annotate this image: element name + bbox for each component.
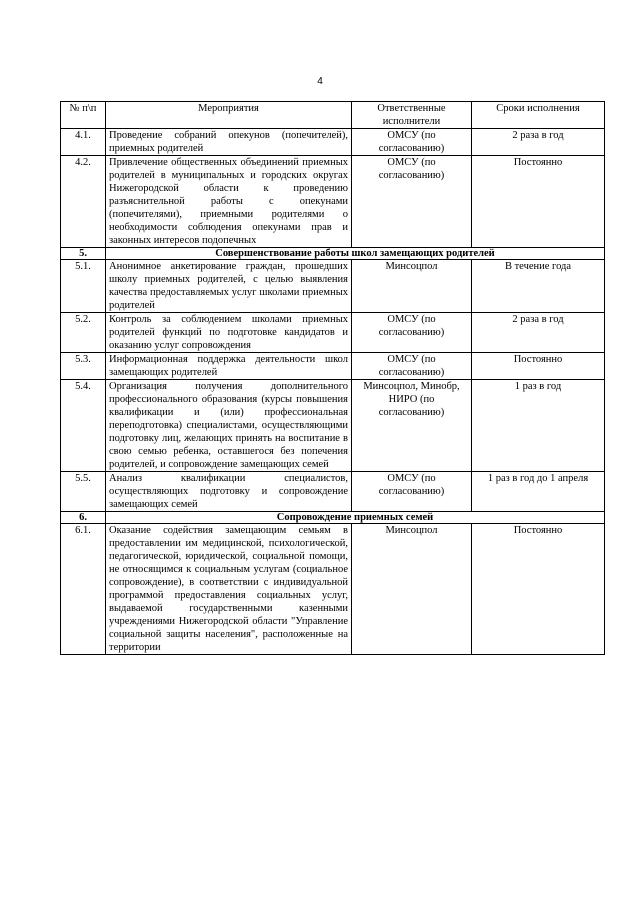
header-deadlines: Сроки исполнения xyxy=(472,102,605,129)
section-number: 6. xyxy=(61,512,106,524)
row-number: 6.1. xyxy=(61,524,106,655)
header-num: № п\п xyxy=(61,102,106,129)
section-title: Сопровождение приемных семей xyxy=(106,512,605,524)
section-row xyxy=(61,512,605,524)
header-responsible: Ответственные исполнители xyxy=(352,102,472,129)
table-row xyxy=(61,129,605,156)
table-row xyxy=(61,524,605,655)
table-row xyxy=(61,380,605,472)
row-term: 2 раза в год xyxy=(472,129,605,156)
row-responsible: ОМСУ (по согласованию) xyxy=(352,472,472,512)
row-responsible: Минсоцпол xyxy=(352,260,472,313)
section-title: Совершенствование работы школ замещающих родителей xyxy=(106,248,605,260)
row-responsible: Минсоцпол xyxy=(352,524,472,655)
row-responsible: ОМСУ (по согласованию) xyxy=(352,353,472,380)
section-number: 5. xyxy=(61,248,106,260)
row-term: Постоянно xyxy=(472,156,605,248)
row-term: 1 раз в год до 1 апреля xyxy=(472,472,605,512)
row-number: 4.2. xyxy=(61,156,106,248)
row-activity: Информационная поддержка деятельности школ замещающих родителей xyxy=(106,353,352,380)
row-term: 1 раз в год xyxy=(472,380,605,472)
row-term: Постоянно xyxy=(472,524,605,655)
row-number: 4.1. xyxy=(61,129,106,156)
row-term: 2 раза в год xyxy=(472,313,605,353)
row-number: 5.3. xyxy=(61,353,106,380)
row-activity: Контроль за соблюдением школами приемных родителей функций по подготовке кандидатов и оказанию услуг сопровождения xyxy=(106,313,352,353)
table-row xyxy=(61,353,605,380)
section-row xyxy=(61,248,605,260)
row-activity: Анализ квалификации специалистов, осуществляющих подготовку и сопровождение замещающих семей xyxy=(106,472,352,512)
row-activity: Анонимное анкетирование граждан, прошедших школу приемных родителей, с целью выявления качества предоставляемых услуг школами приемных родителей xyxy=(106,260,352,313)
table-row xyxy=(61,313,605,353)
row-number: 5.4. xyxy=(61,380,106,472)
row-activity: Оказание содействия замещающим семьям в предоставлении им медицинской, психологической, педагогической, юридической, социальной помощи, не относящимся к социальным услугам (социальное сопровождение), в соответствии с индивидуальной программой предоставления социальных услуг, выдаваемой государственными казенными учреждениями Нижегородской области "Управление социальной защиты населения", расположенные на территории xyxy=(106,524,352,655)
table-header-row xyxy=(61,102,605,129)
row-term: В течение года xyxy=(472,260,605,313)
row-responsible: ОМСУ (по согласованию) xyxy=(352,313,472,353)
row-activity: Привлечение общественных объединений приемных родителей в муниципальных и городских округах Нижегородской области к проведению разъяснительной работы с опекунами (попечителями), приемными родителями о необходимости соблюдения опекунами прав и законных интересов подопечных xyxy=(106,156,352,248)
action-plan-table xyxy=(60,101,605,655)
row-number: 5.2. xyxy=(61,313,106,353)
header-activities: Мероприятия xyxy=(106,102,352,129)
row-number: 5.5. xyxy=(61,472,106,512)
row-responsible: ОМСУ (по согласованию) xyxy=(352,156,472,248)
table-row xyxy=(61,472,605,512)
row-activity: Проведение собраний опекунов (попечителей), приемных родителей xyxy=(106,129,352,156)
row-number: 5.1. xyxy=(61,260,106,313)
row-activity: Организация получения дополнительного профессионального образования (курсы повышения квалификации и (или) профессиональная переподготовка) специалистами, осуществляющими подготовку лиц, желающих принять на воспитание в свою семью ребенка, оставшегося без попечения родителей, и сопровождение замещающих семей xyxy=(106,380,352,472)
table-row xyxy=(61,156,605,248)
row-responsible: ОМСУ (по согласованию) xyxy=(352,129,472,156)
table-row xyxy=(61,260,605,313)
row-responsible: Минсоцпол, Минобр, НИРО (по согласованию) xyxy=(352,380,472,472)
row-term: Постоянно xyxy=(472,353,605,380)
page-number: 4 xyxy=(317,76,323,87)
